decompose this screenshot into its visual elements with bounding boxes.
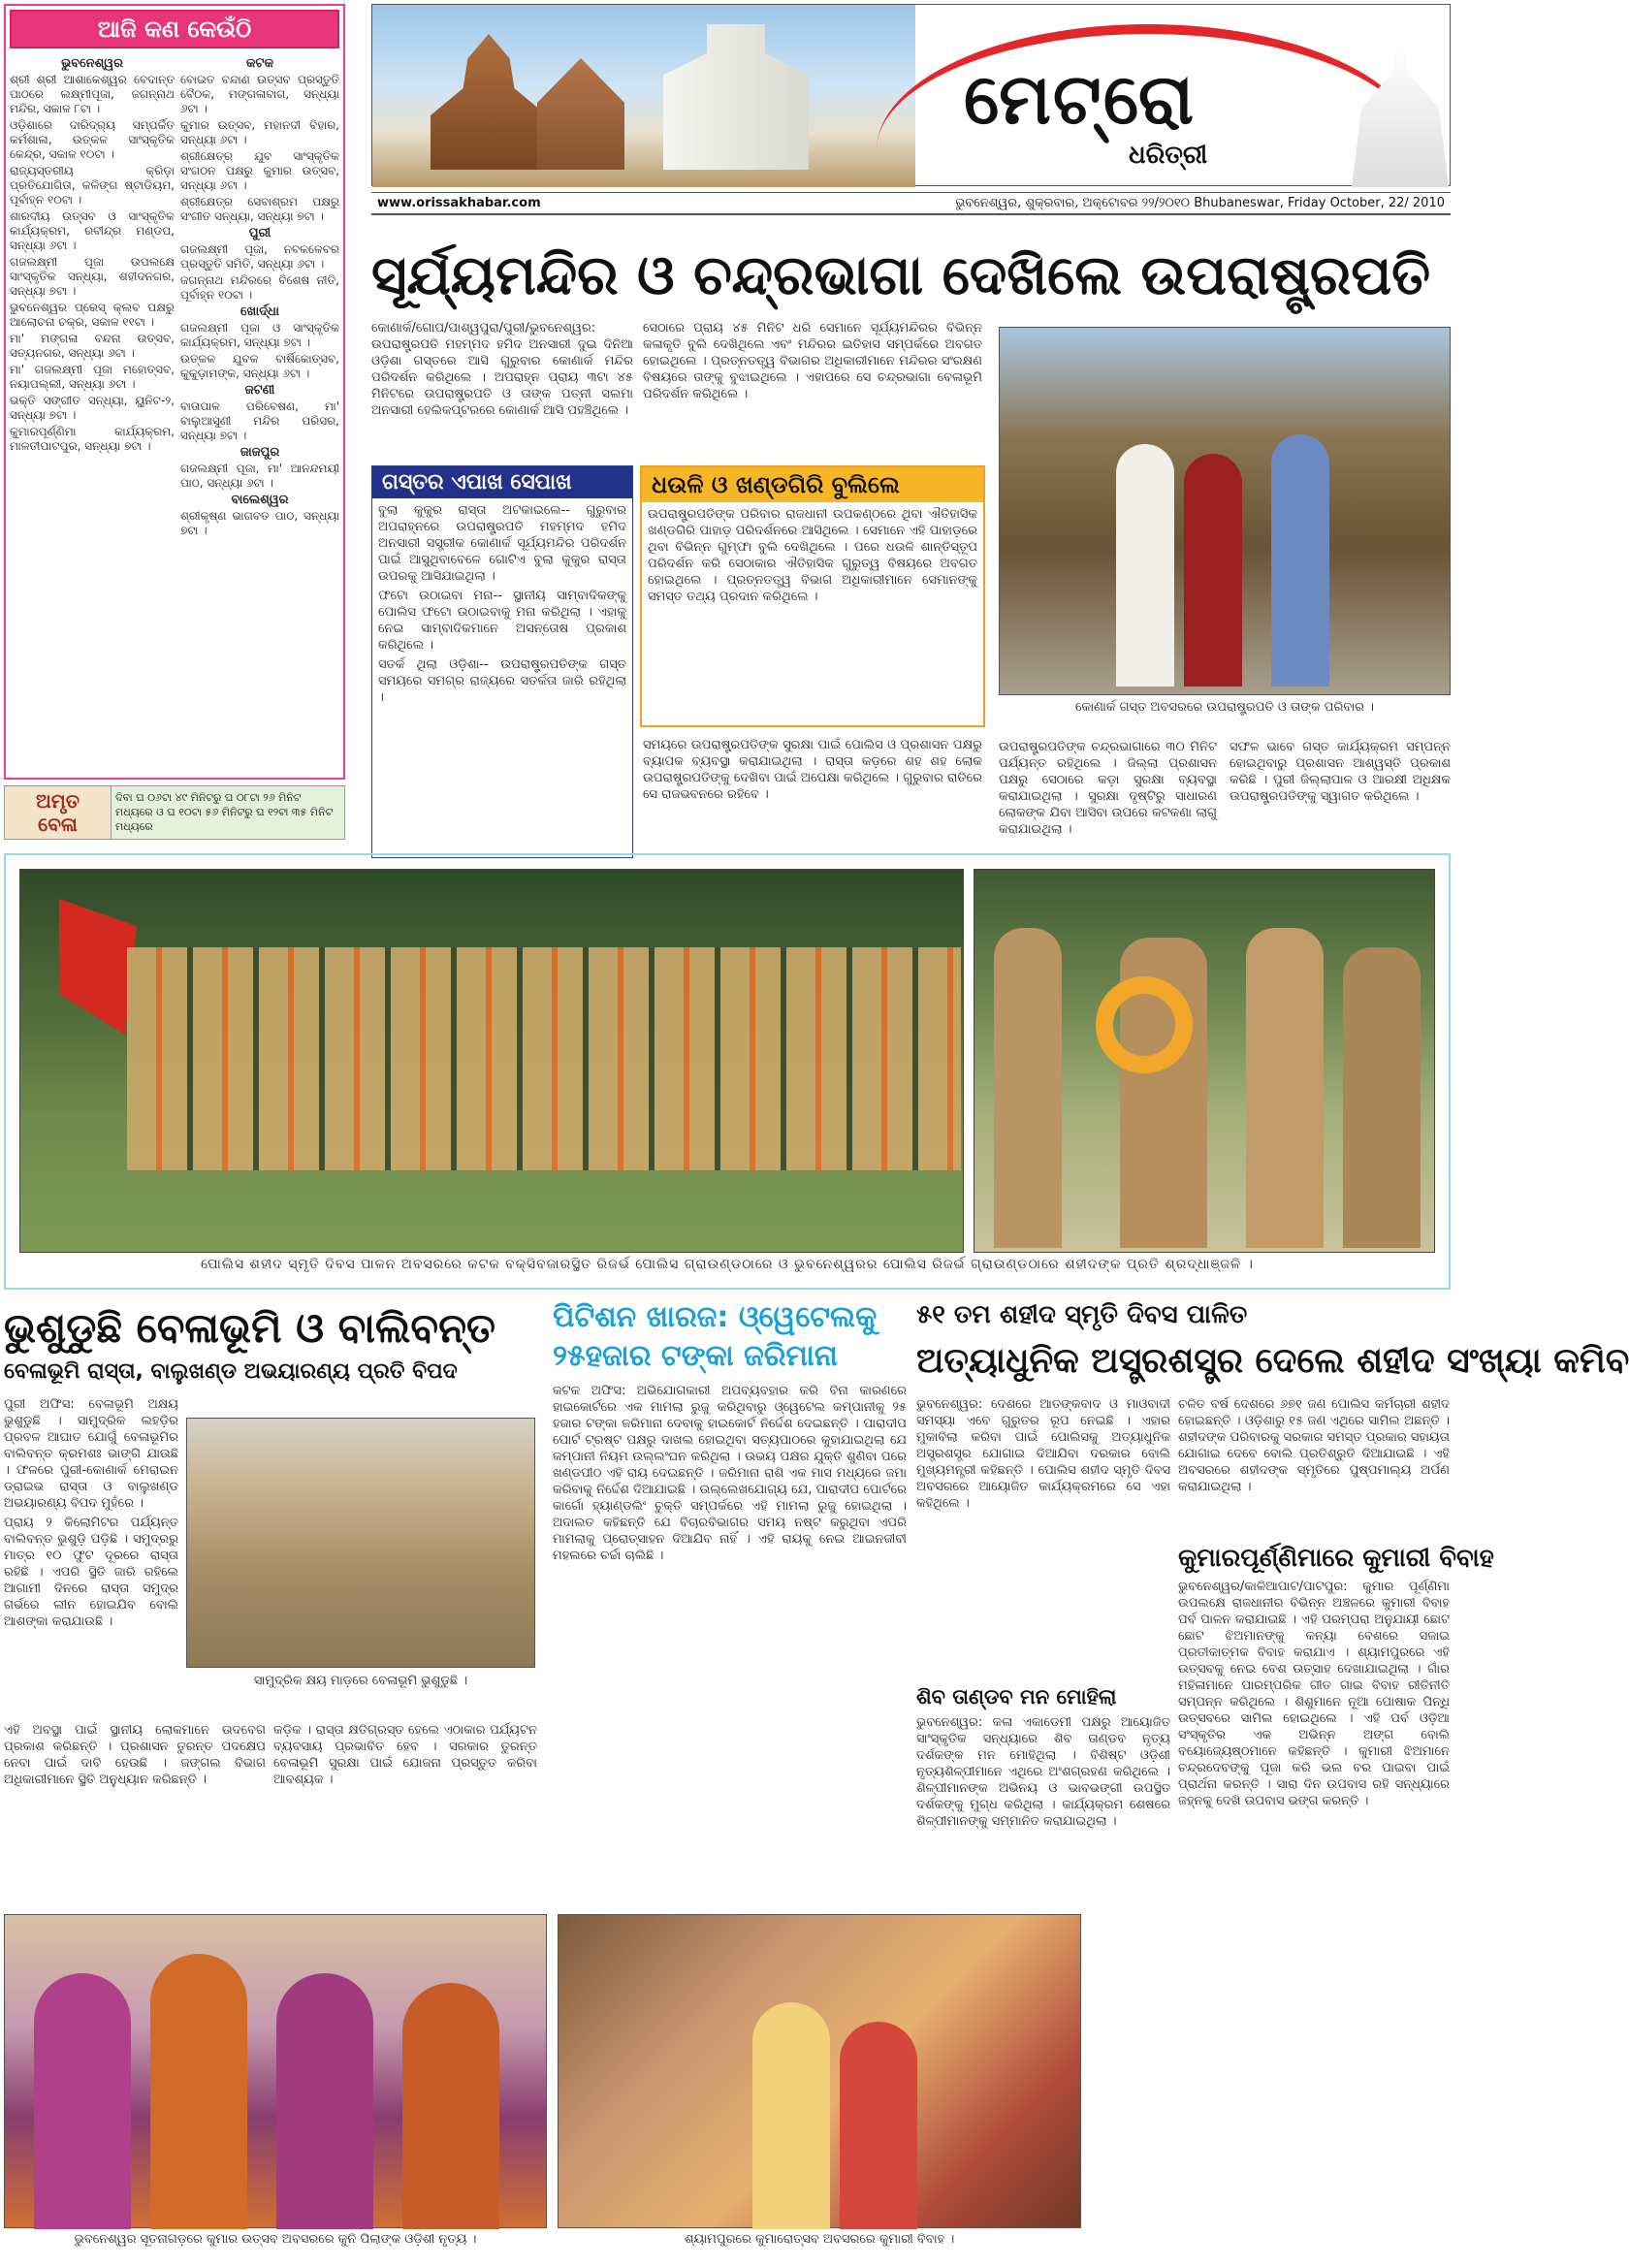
beach-body-1: ପୁରୀ ଅଫିସ: ବେଳାଭୂମି ଅକ୍ଷୟ ଭୁଶୁଡୁଛି । ସାମୁଦ୍ରିକ ଲହଡ଼ିର ପ୍ରବଳ ଆଘାତ ଯୋଗୁଁ ବେଳାଭୂମିର ବାଲିବନ୍ତ କ୍ରମଶଃ ଭାଙ୍ଗି ଯାଉଛି । ଫଳରେ ପୁରୀ-କୋଣାର୍କ ମେରାଇନ ଡ୍ରାଇଭ ରାସ୍ତା ଓ ବାଲୁଖଣ୍ଡ ଅଭୟାରଣ୍ୟ ବିପଦ ମୁହଁରେ । [4,1397,178,1511]
event-item: ଗଜଲକ୍ଷ୍ମୀ ପୂଜା, ମା' ଆନନ୍ଦମୟୀ ପାଠ, ସନ୍ଧ୍ୟା ୬ଟା । [180,462,339,490]
website-url: www.orissakhabar.com [377,196,541,210]
tour-item: ଫଟୋ ଉଠାଇବା ମନା-- ସ୍ଥାନୀୟ ସାମ୍ବାଦିକଙ୍କୁ ପୋଲିସ ଫଟୋ ଉଠାଇବାକୁ ମନା କରିଥିଲା । ଏହାକୁ ନେଇ ସାମ୍ବାଦିକମାନେ ଅସନ୍ତୋଷ ପ୍ରକାଶ କରିଥିଲେ । [378,589,626,653]
event-item: ମା' ଗଜଲକ୍ଷ୍ମୀ ପୂଜା ମହୋତ୍ସବ, ନୟାପଲ୍ଲୀ, ସନ୍ଧ୍ୟା ୬ଟା । [10,363,175,391]
beach-body-4: କଡ଼ିକ । ରାସ୍ତା କ୍ଷତିଗ୍ରସ୍ତ ହେଲେ ଏଠାକାର ପର୍ଯ୍ୟଟନ ବ୍ୟବସାୟ ପ୍ରଭାବିତ ହେବ । ସରକାର ତୁରନ୍ତ ବେଳାଭୂମି ସୁରକ୍ଷା ପାଇଁ ଯୋଜନା ପ୍ରସ୍ତୁତ କରିବା ଆବଶ୍ୟକ । [273,1723,537,1787]
section-label-jatni: ଜଟଣୀ [244,383,275,398]
stupa-illustration [1352,44,1449,187]
building-illustration [663,24,809,170]
side-box-dhauli-title: ଧଉଳି ଓ ଖଣ୍ଡଗିରି ବୁଲିଲେ [642,467,983,502]
lead-body-4: ସଫଳ ଭାବେ ଗସ୍ତ କାର୍ଯ୍ୟକ୍ରମ ସମ୍ପନ୍ନ ହୋଇଥିବାରୁ ପ୍ରଶାସନ ଆଶ୍ୱସ୍ତି ପ୍ରକାଶ କରିଛି । ପୁରୀ ଜିଲ୍ଲାପାଳ ଓ ଆରକ୍ଷୀ ଅଧିକ୍ଷକ ଉପରାଷ୍ଟ୍ରପତିଙ୍କୁ ସ୍ୱାଗତ କରିଥିଲେ । [1230,740,1451,804]
lead-body-1: କୋଣାର୍କ/ଗୋପ/ପାଶ୍ୱପୁରା/ପୁରୀ/ଭୁବନେଶ୍ୱର: ଉପରାଷ୍ଟ୍ରପତି ମହମ୍ମଦ ହମିଦ ଅନସାରୀ ଦୁଇ ଦିନିଆ ଓଡ଼ିଶା ଗସ୍ତରେ ଆସି ଗୁରୁବାର କୋଣାର୍କ ମନ୍ଦିର ପରିଦର୍ଶନ କରିଥିଲେ । ଅପରାହ୍ନ ପ୍ରାୟ ୩ଟା ୪୫ ମିନିଟରେ ଉପରାଷ୍ଟ୍ରପତି ଓ ତାଙ୍କ ପତ୍ନୀ ସଲମା ଅନସାରୀ ହେଲିକପ୍ଟରରେ କୋଣାର୍କ ଆସି ପହଞ୍ଚିଥିଲେ । [371,321,633,418]
event-item: ଶ୍ରୀକ୍ଷେତ୍ର ଯୁବ ସାଂସ୍କୃତିକ ସଂଗଠନ ପକ୍ଷରୁ କୁମାର ଉତ୍ସବ, ସନ୍ଧ୍ୟା ୬ଟା । [180,149,339,192]
lead-body-5: ସମୟରେ ଉପରାଷ୍ଟ୍ରପତିଙ୍କ ସୁରକ୍ଷା ପାଇଁ ପୋଲିସ ଓ ପ୍ରଶାସନ ପକ୍ଷରୁ ବ୍ୟାପକ ବ୍ୟବସ୍ଥା କରାଯାଇଥିଲା । ରାସ୍ତା କଡ଼ରେ ଶହ ଶହ ଲୋକ ଉପରାଷ୍ଟ୍ରପତିଙ୍କୁ ଦେଖିବା ପାଇଁ ଅପେକ୍ଷା କରିଥିଲେ । ଗୁରୁବାର ରାତିରେ ସେ ରାଜଭବନରେ ରହିବେ । [643,738,982,802]
dancer-figure [34,1973,131,2229]
event-item: ମା' ମଙ୍ଗଳା ବନ୍ଦନା ଉତ୍ସବ, ସତ୍ୟନଗର, ସନ୍ଧ୍ୟା ୬ଟା । [10,332,175,360]
wedding-photo-caption: ଶ୍ୟାମପୁରରେ କୁମାରୋତ୍ସବ ଅବସରରେ କୁମାରୀ ବିବାହ । [684,2232,955,2247]
person-figure [1116,444,1174,687]
dancer-figure [150,1954,247,2229]
event-item: ଶ୍ରୀ ଶ୍ରୀ ଆଶାକେଶ୍ୱର ବେଦାନ୍ତ ପାଠରେ ଲକ୍ଷ୍ମୀପୂଜା, ଜଗନ୍ନାଥ ମନ୍ଦିର, ସକାଳ ୮ଟା । [10,73,175,115]
lead-body-3: ଉପରାଷ୍ଟ୍ରପତିଙ୍କ ଚନ୍ଦ୍ରଭାଗାରେ ୩୦ ମିନିଟ ପର୍ଯ୍ୟନ୍ତ ରହିଥିଲେ । ଜିଲ୍ଲା ପ୍ରଶାସନ ପକ୍ଷରୁ ସେଠାରେ କଡ଼ା ସୁରକ୍ଷା ବ୍ୟବସ୍ଥା କରାଯାଇଥିଲା । ସୁରକ୍ଷା ଦୃଷ୍ଟିରୁ ସାଧାରଣ ଲୋକଙ୍କ ଯିବା ଆସିବା ଉପରେ କଟକଣା ଲାଗୁ କରାଯାଇଥିଲା । [999,740,1217,837]
tour-item: ବୁଲା କୁକୁର ରାସ୍ତା ଅଟକାଇଲେ-- ଗୁରୁବାର ଅପରାହ୍ନରେ ଉପରାଷ୍ଟ୍ରପତି ମହମ୍ମଦ ହମିଦ ଅନସାରୀ ସସ୍ତ୍ରୀକ କୋଣାର୍କ ସୂର୍ଯ୍ୟମନ୍ଦିର ପରିଦର୍ଶନ ପାଇଁ ଆସୁଥିବାବେଳେ ଗୋଟିଏ ବୁଲା କୁକୁର ରାସ୍ତା ଉପରକୁ ଆସିଯାଇଥିଲା । [378,503,626,584]
masthead-photo-band [372,5,915,187]
martyr-kicker: ୫୧ ତମ ଶହୀଦ ସ୍ମୃତି ଦିବସ ପାଳିତ [916,1300,1248,1329]
child-figure [840,2022,917,2229]
officer-figure [1343,947,1421,1248]
dateline [955,196,1445,210]
side-box-dhauli-body: ଉପରାଷ୍ଟ୍ରପତିଙ୍କ ପରିବାର ରାଜଧାନୀ ଉପକଣ୍ଠରେ ଥିବା ଐତିହାସିକ ଖଣ୍ଡଗିରି ପାହାଡ଼ ପରିଦର୍ଶନରେ ଆସିଥିଲେ । ସେମାନେ ଏହି ପାହାଡ଼ରେ ଥିବା ବିଭିନ୍ନ ଗୁମ୍ଫା ବୁଲି ଦେଖିଥିଲେ । ପରେ ଧଉଳି ଶାନ୍ତିସ୍ତୂପ ପରିଦର୍ଶନ କରି ସେଠାକାର ଐତିହାସିକ ଗୁରୁତ୍ୱ ବିଷୟରେ ଅବଗତ ହୋଇଥିଲେ । ପ୍ରତ୍ନତତ୍ତ୍ୱ ବିଭାଗ ଅଧିକାରୀମାନେ ସେମାନଙ୍କୁ ସମସ୍ତ ତଥ୍ୟ ପ୍ରଦାନ କରିଥିଲେ । [648,507,977,604]
event-item: ଶ୍ରୀକ୍ଷେତ୍ର ସେବାଶ୍ରମ ପକ୍ଷରୁ ସଂଗୀତ ସନ୍ଧ୍ୟା, ସନ୍ଧ୍ୟା ୭ଟା । [180,195,339,223]
dateline-bar [371,192,1451,215]
date-english: Bhubaneswar, Friday October, 22/ 2010 [1194,196,1445,210]
wreath-shape [1096,976,1193,1073]
event-item: ଓଡ଼ିଶାରେ ଦାରିଦ୍ର୍ୟ ସମ୍ପର୍କିତ କର୍ମଶାଳା, ଉତ୍କଳ ସାଂସ୍କୃତିକ କେନ୍ଦ୍ର, ସକାଳ ୧୦ଟା । [10,118,175,161]
amruta-text: ଦିବା ଘ ୦୬ଟା ୪୯ ମିନିଟରୁ ଘ ୦୮ଟା ୨୬ ମିନିଟ ମଧ୍ୟରେ ଓ ଘ ୧୦ଟା ୫୬ ମିନିଟରୁ ଘ ୧୨ଟା ୩୫ ମିନିଟ ମଧ୍ୟରେ [112,786,344,839]
logo-main: ମେଟ୍ରୋ [964,58,1197,140]
police-parade-photo [19,869,964,1253]
logo-sub: ଧରିତ୍ରୀ [1129,141,1208,170]
date-odia: ଭୁବନେଶ୍ୱର, ଶୁକ୍ରବାର, ଅକ୍ଟୋବର ୨୨/୨୦୧୦ [955,196,1191,210]
section-label-balasore: ବାଲେଶ୍ୱର [231,493,289,507]
event-item: ଗଜଲକ୍ଷ୍ମୀ ପୂଜା ଉପଲକ୍ଷେ ସାଂସ୍କୃତିକ ସନ୍ଧ୍ୟା, ଶହୀଦନଗର, ସନ୍ଧ୍ୟା ୭ଟା । [10,255,175,298]
section-label-cuttack: କଟକ [245,56,274,71]
event-item: ଗଜଲକ୍ଷ୍ମୀ ପୂଜା, ନବକଳେବର ପ୍ରସ୍ତୁତି ସମିତି, ସନ୍ଧ୍ୟା ୬ଟା । [180,242,339,271]
lead-col-5 [1230,739,1451,858]
side-box-tour-title: ଗସ୍ତର ଏପାଖ ସେପାଖ [372,466,632,498]
martyr-body-2: ଚଳିତ ବର୍ଷ ଦେଶରେ ୬୭୧ ଜଣ ପୋଲିସ କର୍ମଚାରୀ ଶହୀଦ ହୋଇଛନ୍ତି । ଓଡ଼ିଶାରୁ ୧୫ ଜଣ ଏଥିରେ ସାମିଲ ଅଛନ୍ତି । ଶହୀଦଙ୍କ ପରିବାରକୁ ସରକାର ସମସ୍ତ ପ୍ରକାର ସହାୟତା ଯୋଗାଇ ଦେବେ ବୋଲି ପ୍ରତିଶ୍ରୁତି ଦିଆଯାଇଛି । ଏହି ଅବସରରେ ଶହୀଦଙ୍କ ସ୍ମୃତିରେ ପୁଷ୍ପମାଲ୍ୟ ଅର୍ପଣ କରାଯାଇଥିଲା । [1178,1397,1450,1494]
event-item: ଭକ୍ତି ସଙ୍ଗୀତ ସନ୍ଧ୍ୟା, ୟୁନିଟ-୨, ସନ୍ଧ୍ୟା ୭ଟା । [10,394,175,422]
event-item: ବାତାପାଳ ପରିବେଷଣ, ମା' ବାଲୁଆସୁଣୀ ମନ୍ଦିର ପରିସର, ସନ୍ଧ୍ୟା ୭ଟା । [180,399,339,442]
martyr-col-2 [1178,1396,1450,1532]
wedding-photo [558,1914,1081,2228]
lead-body-2: ସେଠାରେ ପ୍ରାୟ ୪୫ ମିନିଟ ଧରି ସେମାନେ ସୂର୍ଯ୍ୟମନ୍ଦିରର ବିଭିନ୍ନ କଳାକୃତି ବୁଲି ଦେଖିଥିଲେ ଏବଂ ମନ୍ଦିରର ଇତିହାସ ସମ୍ପର୍କରେ ଅବଗତ ହୋଇଥିଲେ । ପ୍ରତ୍ନତତ୍ତ୍ୱ ବିଭାଗର ଅଧିକାରୀମାନେ ମନ୍ଦିରର ସଂରକ୍ଷଣ ବିଷୟରେ ତାଙ୍କୁ ବୁଝାଇଥିଲେ । ଏହାପରେ ସେ ଚନ୍ଦ୍ରଭାଗା ବେଳାଭୂମି ପରିଦର୍ଶନ କରିଥିଲେ । [643,321,982,401]
event-item: କୁମାରପୂର୍ଣ୍ଣିମା କାର୍ଯ୍ୟକ୍ରମ, ମାଳତୀପାଟପୁର, ସନ୍ଧ୍ୟା ୭ଟା । [10,425,175,453]
lead-col-4 [999,739,1217,858]
event-item: ରାଜ୍ୟସ୍ତରୀୟ କ୍ରିଡ଼ା ପ୍ରତିଯୋଗିତା, କଳିଙ୍ଗ ଷ୍ଟାଡିୟମ, ପୂର୍ବାହ୍ନ ୧୦ଟା । [10,164,175,207]
beach-col-3 [273,1722,537,1916]
petition-body: କଟକ ଅଫିସ: ଅଭିଯୋଗକାରୀ ଅପବ୍ୟବହାର କରି ବିନା କାରଣରେ ହାଇକୋର୍ଟରେ ଏକ ମାମଲା ରୁଜୁ କରିଥିବାରୁ ଓ୍ୱେଟେଲ କମ୍ପାନୀକୁ ୨୫ ହଜାର ଟଙ୍କା ଜରିମାନା ଦେବାକୁ ହାଇକୋର୍ଟ ନିର୍ଦ୍ଦେଶ ଦେଇଛନ୍ତି । ପାରାଦୀପ ପୋର୍ଟ ଟ୍ରଷ୍ଟ ପକ୍ଷରୁ ଦାଖଲ ହୋଇଥିବା ସତ୍ୟପାଠରେ କୁହାଯାଇଥିଲା ଯେ କମ୍ପାନୀ ନିୟମ ଉଲ୍ଲଂଘନ କରିଥିଲା । ଉଭୟ ପକ୍ଷର ଯୁକ୍ତି ଶୁଣିବା ପରେ ଖଣ୍ଡପୀଠ ଏହି ରାୟ ଦେଇଛନ୍ତି । ଜରିମାନା ରାଶି ଏକ ମାସ ମଧ୍ୟରେ ଜମା କରିବାକୁ ନିର୍ଦ୍ଦେଶ ଦିଆଯାଇଛି । ଉଲ୍ଲେଖଯୋଗ୍ୟ ଯେ, ପାରାଦୀପ ପୋର୍ଟରେ କାର୍ଗୋ ହ୍ୟାଣ୍ଡଲିଂ ଚୁକ୍ତି ସମ୍ପର୍କରେ ଏହି ମାମଲା ରୁଜୁ ହୋଇଥିଲା । ଅଦାଲତ କହିଛନ୍ତି ଯେ ବିଚାରବିଭାଗର ସମୟ ନଷ୍ଟ କରୁଥିବା ଏପରି ମାମଲାକୁ ପ୍ରୋତ୍ସାହନ ଦିଆଯିବ ନାହିଁ । ଏହି ରାୟକୁ ନେଇ ଆଇନଜୀବୀ ମହଲରେ ଚର୍ଚ୍ଚା ଚାଲିଛି । [553,1384,907,1563]
event-item: ଗଜଲକ୍ଷ୍ମୀ ପୂଜା ଓ ସାଂସ୍କୃତିକ କାର୍ଯ୍ୟକ୍ରମ, ସନ୍ଧ୍ୟା ୭ଟା । [180,321,339,349]
sidebar-title: ଆଜି କଣ କେଉଁଠି [10,10,339,48]
event-item: ଉତ୍କଳ ଯୁବକ ବାର୍ଷିକୋତ୍ସବ, କୁକୁଡ଼ାମଙ୍କ, ସନ୍ଧ୍ୟା ୬ଟା । [180,352,339,380]
beach-photo-caption: ସାମୁଦ୍ରିକ କ୍ଷୟ ମାଡ଼ରେ ବେଳାଭୂମି ଭୁଶୁଡୁଛି । [253,1674,468,1688]
masthead [371,4,1451,186]
police-wreath-photo [974,869,1435,1253]
petition-headline-2: ୨୫ହଜାର ଟଙ୍କା ଜରିମାନା [553,1339,838,1373]
police-caption: ପୋଲିସ ଶହୀଦ ସ୍ମୃତି ଦିବସ ପାଳନ ଅବସରରେ କଟକ ବକ୍ସିବଜାରସ୍ଥିତ ରିଜର୍ଭ ପୋଲିସ ଗ୍ରାଉଣ୍ଡଠାରେ ଓ ଭୁବନେଶ୍ୱରର ପୋଲିସ ରିଜର୍ଭ ଗ୍ରାଉଣ୍ଡଠାରେ ଶହୀଦଙ୍କ ପ୍ରତି ଶ୍ରଦ୍ଧାଞ୍ଜଳି । [201,1257,1254,1272]
event-item: ଶ୍ରୀକୃଷ୍ଣ ଭାଗବତ ପାଠ, ସନ୍ଧ୍ୟା ୭ଟା । [180,509,339,537]
dancer-figure [402,1983,499,2229]
event-item: ଭୁବନେଶ୍ୱର ପ୍ରେସ୍ କ୍ଲବ ପକ୍ଷରୁ ଆଲୋଚନା ଚକ୍ର, ସକାଳ ୧୧ଟା । [10,301,175,329]
beach-col-2 [4,1722,266,1916]
shiva-title: ଶିବ ତାଣ୍ଡବ ମନ ମୋହିଲା [916,1685,1117,1709]
dance-photo-caption: ଭୁବନେଶ୍ୱର ସୂତନାଗଡ଼ରେ କୁମାର ଉତ୍ସବ ଅବସରରେ କୁନି ପିଲାଙ୍କ ଓଡ଼ିଶୀ ନୃତ୍ୟ । [74,2232,477,2247]
beach-headline: ଭୁଶୁଡୁଛି ବେଳାଭୂମି ଓ ବାଲିବନ୍ତ [4,1304,495,1352]
sidebar-col-right [180,54,339,540]
amruta-bela-box [4,785,345,840]
amruta-label-line2: ବେଳା [38,813,78,836]
section-label-khordha: ଖୋର୍ଦ୍ଧା [240,304,279,319]
amruta-label-line1: ଅମୃତ [36,789,80,813]
section-label-jajpur: ଜାଜପୁର [240,445,280,460]
person-figure [1271,434,1329,687]
parade-row [127,947,961,1170]
officer-figure [994,928,1062,1248]
amruta-label [5,786,112,839]
side-box-tour [371,465,633,858]
section-label-puri: ପୁରୀ [248,226,272,240]
event-item: ଜଗନ୍ନାଥ ମନ୍ଦିରରେ ବିଶେଷ ନୀତି, ପୂର୍ବାହ୍ନ ୧୦ଟା । [180,273,339,302]
lead-col-3 [643,737,982,858]
shiva-body: ଭୁବନେଶ୍ୱର: କଳା ଏକାଡେମୀ ପକ୍ଷରୁ ଆୟୋଜିତ ସାଂସ୍କୃତିକ ସନ୍ଧ୍ୟାରେ ଶିବ ତାଣ୍ଡବ ନୃତ୍ୟ ଦର୍ଶକଙ୍କ ମନ ମୋହିଥିଲା । ବିଶିଷ୍ଟ ଓଡ଼ିଶୀ ନୃତ୍ୟଶିଳ୍ପୀମାନେ ଏଥିରେ ଅଂଶଗ୍ରହଣ କରିଥିଲେ । ଶିଳ୍ପୀମାନଙ୍କ ଅଭିନୟ ଓ ଭାବଭଙ୍ଗୀ ଉପସ୍ଥିତ ଦର୍ଶକଙ୍କୁ ମୁଗ୍ଧ କରିଥିଲା । କାର୍ଯ୍ୟକ୍ରମ ଶେଷରେ ଶିଳ୍ପୀମାନଙ୍କୁ ସମ୍ମାନିତ କରାଯାଇଥିଲା । [916,1715,1170,1829]
side-box-tour-body [372,498,632,713]
officer-figure [1246,928,1324,1248]
martyr-headline: ଅତ୍ୟାଧୁନିକ ଅସ୍ତ୍ରଶସ୍ତ୍ର ଦେଲେ ଶହୀଦ ସଂଖ୍ୟା କମିବ [916,1341,1629,1381]
dancer-figure [276,1973,373,2229]
kumar-body: ଭୁବନେଶ୍ୱର/କାଳିଆପାଟ/ପାଟପୁର: କୁମାର ପୂର୍ଣ୍ଣିମା ଉପଲକ୍ଷେ ରାଜଧାନୀର ବିଭିନ୍ନ ଅଞ୍ଚଳରେ କୁମାରୀ ବିବାହ ପର୍ବ ପାଳନ କରାଯାଇଛି । ଏହି ପରମ୍ପରା ଅନୁଯାୟୀ ଛୋଟ ଛୋଟ ଝିଅମାନଙ୍କୁ କନ୍ୟା ବେଶରେ ସଜାଇ ପ୍ରତୀକାତ୍ମକ ବିବାହ କରାଯାଏ । ଶ୍ୟାମପୁରରେ ଏହି ଉତ୍ସବକୁ ନେଇ ବେଶ ଉତ୍ସାହ ଦେଖାଯାଇଥିଲା । ଗାଁର ମହିଳାମାନେ ପାରମ୍ପରିକ ଗୀତ ଗାଇ ବିବାହ ରୀତିନୀତି ସମ୍ପନ୍ନ କରିଥିଲେ । ଶିଶୁମାନେ ନୂଆ ପୋଷାକ ପିନ୍ଧି ଉତ୍ସବରେ ସାମିଲ ହୋଇଥିଲେ । ଏହି ପର୍ବ ଓଡ଼ିଆ ସଂସ୍କୃତିର ଏକ ଅଭିନ୍ନ ଅଙ୍ଗ ବୋଲି ବୟୋଜ୍ୟେଷ୍ଠମାନେ କହିଛନ୍ତି । କୁମାରୀ ଝିଅମାନେ ଚନ୍ଦ୍ରଦେବଙ୍କୁ ପୂଜା କରି ଭଲ ବର ପାଇବା ପାଇଁ ପ୍ରାର୍ଥନା କରନ୍ତି । ସାରା ଦିନ ଉପବାସ ରହି ସନ୍ଧ୍ୟାରେ ଜହ୍ନକୁ ଦେଖି ଉପବାସ ଭଙ୍ଗ କରନ୍ତି । [1178,1580,1450,1808]
lead-photo-caption: କୋଣାର୍କ ଗସ୍ତ ଅବସରରେ ଉପରାଷ୍ଟ୍ରପତି ଓ ତାଙ୍କ ପରିବାର । [1074,700,1375,715]
lead-headline: ସୂର୍ଯ୍ୟମନ୍ଦିର ଓ ଚନ୍ଦ୍ରଭାଗା ଦେଖିଲେ ଉପରାଷ୍ଟ୍ରପତି [371,244,1431,307]
person-figure [1184,454,1242,687]
beach-body-2: ପ୍ରାୟ ୨ କିଲୋମିଟର ପର୍ଯ୍ୟନ୍ତ ବାଲିବନ୍ତ ଭୁଶୁଡ଼ି ପଡ଼ିଛି । ସମୁଦ୍ରରୁ ମାତ୍ର ୧୦ ଫୁଟ ଦୂରରେ ରାସ୍ତା ରହିଛି । ଏପରି ସ୍ଥିତି ଜାରି ରହିଲେ ଆଗାମୀ ଦିନରେ ରାସ୍ତା ସମୁଦ୍ର ଗର୍ଭରେ ଲୀନ ହୋଇଯିବ ବୋଲି ଆଶଙ୍କା କରାଯାଉଛି । [4,1516,178,1629]
beach-col-1 [4,1396,178,1716]
sidebar-box [4,4,345,780]
dance-photo [4,1914,547,2228]
beach-subhead: ବେଳାଭୂମି ରାସ୍ତା, ବାଲୁଖଣ୍ଡ ଅଭୟାରଣ୍ୟ ପ୍ରତି ବିପଦ [4,1359,458,1384]
lead-col-1 [371,320,633,456]
temple-illustration [537,58,624,170]
martyr-body-1: ଭୁବନେଶ୍ୱର: ଦେଶରେ ଆତଙ୍କବାଦ ଓ ମାଓବାଦୀ ସମସ୍ୟା ଏବେ ଗୁରୁତର ରୂପ ନେଇଛି । ଏହାର ମୁକାବିଲା କରିବା ପାଇଁ ପୋଲିସକୁ ଅତ୍ୟାଧୁନିକ ଅସ୍ତ୍ରଶସ୍ତ୍ର ଯୋଗାଇ ଦିଆଯିବା ଦରକାର ବୋଲି ମୁଖ୍ୟମନ୍ତ୍ରୀ କହିଛନ୍ତି । ପୋଲିସ ଶହୀଦ ସ୍ମୃତି ଦିବସ ଅବସରରେ ଆୟୋଜିତ କାର୍ଯ୍ୟକ୍ରମରେ ସେ ଏହା କହିଥିଲେ । [916,1397,1170,1511]
side-box-dhauli [640,465,985,727]
petition-headline-1: ପିଟିଶନ ଖାରଜ: ଓ୍ୱେଟେଲକୁ [553,1300,878,1334]
event-item: ଶାରଦୀୟ ଉତ୍ସବ ଓ ସାଂସ୍କୃତିକ କାର୍ଯ୍ୟକ୍ରମ, ରବୀନ୍ଦ୍ର ମଣ୍ଡପ, ସନ୍ଧ୍ୟା ୬ଟା । [10,209,175,252]
child-figure [752,2002,830,2229]
beach-body-3: ଏହି ଅବସ୍ଥା ପାଇଁ ସ୍ଥାନୀୟ ଲୋକମାନେ ଉଦବେଗ ପ୍ରକାଶ କରିଛନ୍ତି । ପ୍ରଶାସନ ତୁରନ୍ତ ପଦକ୍ଷେପ ନେବା ପାଇଁ ଦାବି ହେଉଛି । ଜଙ୍ଗଲ ବିଭାଗ ଅଧିକାରୀମାନେ ସ୍ଥିତି ଅନୁଧ୍ୟାନ କରିଛନ୍ତି । [4,1723,266,1787]
event-item: ବୋଇତ ବନ୍ଦାଣ ଉତ୍ସବ ପ୍ରସ୍ତୁତି ବୈଠକ, ମଙ୍ଗଳାବାଗ, ସନ୍ଧ୍ୟା ୬ଟା । [180,73,339,115]
section-label-bhubaneswar: ଭୁବନେଶ୍ୱର [61,56,123,71]
temple-illustration [431,34,547,170]
flag-shape [59,899,137,1035]
event-item: କୁମାର ଉତ୍ସବ, ମହାନଦୀ ବିହାର, ସନ୍ଧ୍ୟା ୬ଟା । [180,118,339,146]
beach-photo [186,1418,535,1668]
lead-photo [999,327,1451,695]
sidebar-col-left [10,54,175,540]
tour-item: ସତର୍କ ଥିଲା ଓଡ଼ିଶା-- ଉପରାଷ୍ଟ୍ରପତିଙ୍କ ଗସ୍ତ ସମୟରେ ସମଗ୍ର ରାଜ୍ୟରେ ସତର୍କତା ଜାରି ରହିଥିଲା । [378,657,626,705]
kumar-headline: କୁମାରପୂର୍ଣ୍ଣିମାରେ କୁମାରୀ ବିବାହ [1178,1544,1494,1573]
lead-col-2 [643,320,982,456]
